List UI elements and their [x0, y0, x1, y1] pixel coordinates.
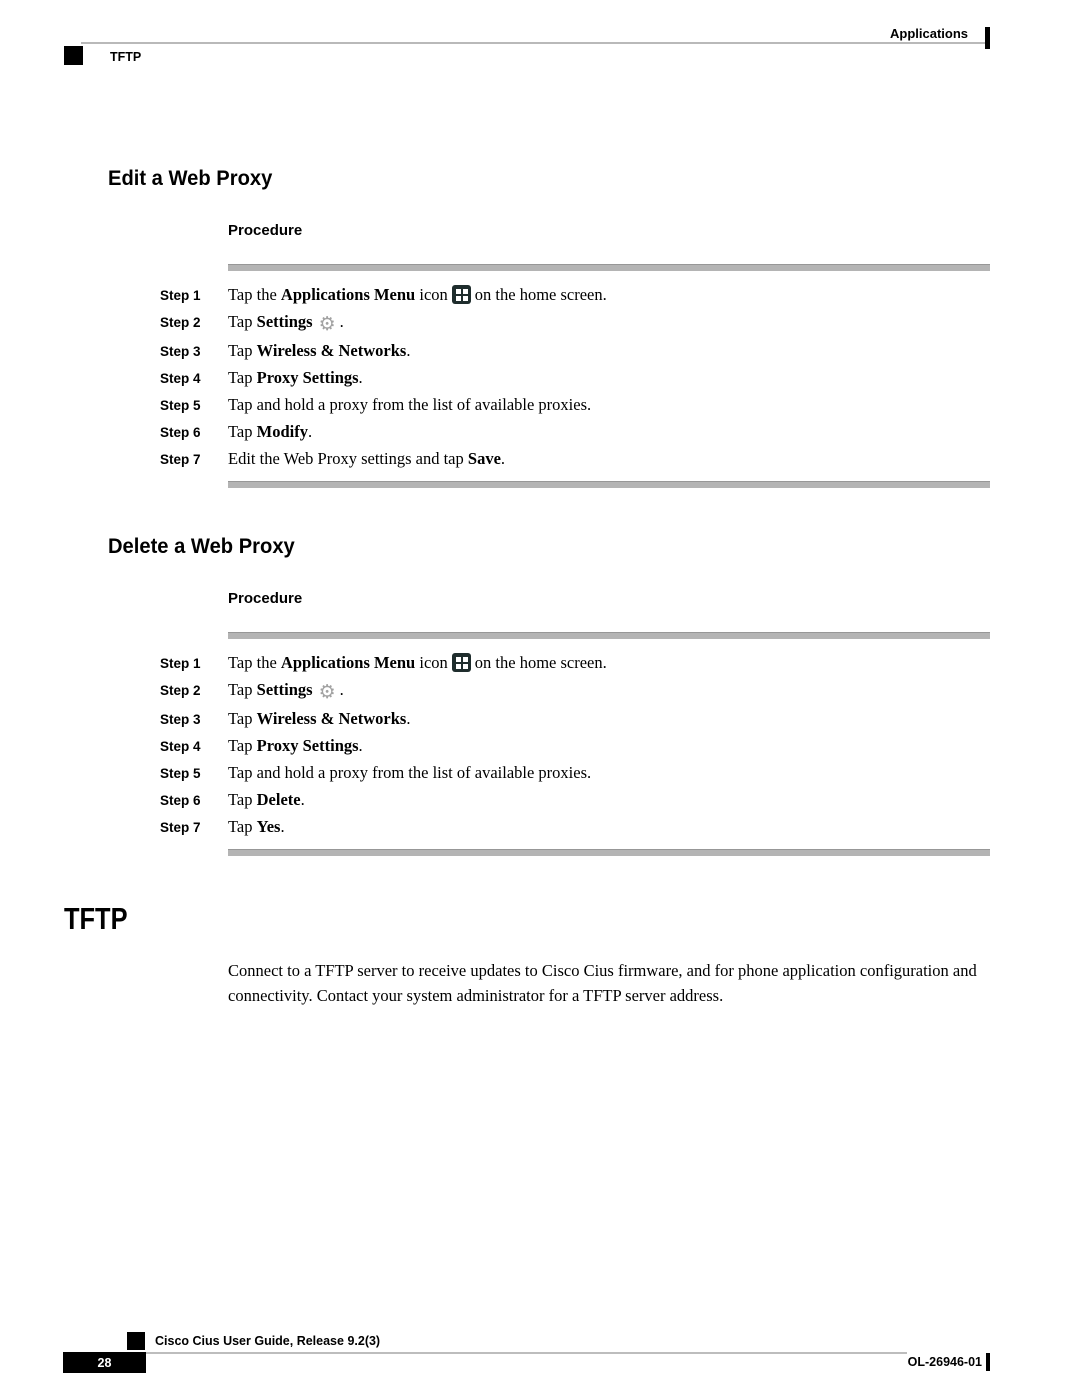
step-text: Tap Proxy Settings.: [228, 736, 363, 755]
step-label: Step 6: [160, 793, 201, 808]
step-text: Tap Wireless & Networks.: [228, 341, 411, 360]
step-row: [160, 341, 1080, 361]
section-edit-web-proxy: [0, 168, 1080, 488]
step-label: Step 1: [160, 656, 201, 671]
steps-list: [160, 653, 1080, 837]
procedure-label: Procedure: [228, 590, 303, 607]
step-label: Step 7: [160, 452, 201, 467]
procedure-bottom-rule: [228, 849, 990, 856]
step-row: [160, 653, 1080, 673]
footer-rule: [145, 1352, 907, 1354]
step-text: Tap Settings ⚙ .: [228, 312, 344, 335]
step-text: Tap the Applications Menu icon on the home screen.: [228, 285, 607, 304]
procedure-bottom-rule: [228, 481, 990, 488]
section-delete-web-proxy: [0, 536, 1080, 856]
step-text: Tap Settings ⚙ .: [228, 680, 344, 703]
procedure-top-rule: [228, 264, 990, 271]
header-vertical-bar: [985, 27, 990, 49]
step-text: Tap Proxy Settings.: [228, 368, 363, 387]
step-row: [160, 285, 1080, 305]
step-row: [160, 312, 1080, 334]
step-label: Step 4: [160, 739, 201, 754]
section-tftp: [0, 903, 1080, 1008]
step-label: Step 7: [160, 820, 201, 835]
step-row: [160, 449, 1080, 469]
step-row: [160, 790, 1080, 810]
step-row: [160, 709, 1080, 729]
step-label: Step 4: [160, 371, 201, 386]
step-row: [160, 736, 1080, 756]
footer-guide-title: Cisco Cius User Guide, Release 9.2(3): [155, 1334, 381, 1348]
step-text: Tap and hold a proxy from the list of available proxies.: [228, 395, 592, 414]
tftp-title: TFTP: [64, 901, 128, 936]
applications-menu-icon: [452, 285, 471, 304]
step-text: Tap Yes.: [228, 817, 285, 836]
step-text: Tap Modify.: [228, 422, 313, 441]
steps-list: [160, 285, 1080, 469]
chapter-marker-square: [64, 46, 83, 65]
step-row: [160, 680, 1080, 702]
header-chapter-label: TFTP: [110, 50, 142, 64]
page-number: 28: [97, 1355, 112, 1370]
procedure-label: Procedure: [228, 222, 303, 239]
step-label: Step 2: [160, 683, 201, 698]
section-title: Edit a Web Proxy: [108, 167, 273, 190]
header-rule: [81, 42, 988, 44]
settings-gear-icon: ⚙: [318, 681, 336, 703]
footer-marker-square: [127, 1332, 145, 1350]
footer-doc-id: OL-26946-01: [907, 1355, 982, 1369]
step-label: Step 5: [160, 398, 201, 413]
step-row: [160, 817, 1080, 837]
page-number-box: [63, 1352, 146, 1373]
step-text: Tap and hold a proxy from the list of available proxies.: [228, 763, 592, 782]
step-text: Tap Wireless & Networks.: [228, 709, 411, 728]
step-label: Step 5: [160, 766, 201, 781]
applications-menu-icon: [452, 653, 471, 672]
step-row: [160, 395, 1080, 415]
section-title: Delete a Web Proxy: [108, 535, 295, 558]
step-text: Tap the Applications Menu icon on the home screen.: [228, 653, 607, 672]
step-text: Edit the Web Proxy settings and tap Save.: [228, 449, 506, 468]
step-row: [160, 422, 1080, 442]
step-row: [160, 368, 1080, 388]
step-row: [160, 763, 1080, 783]
step-label: Step 6: [160, 425, 201, 440]
tftp-body-paragraph: Connect to a TFTP server to receive updates to Cisco Cius firmware, and for phone application configuration and connectivity. Contact your system administrator for a TFTP server address.: [228, 961, 977, 1005]
step-label: Step 3: [160, 344, 201, 359]
step-label: Step 2: [160, 315, 201, 330]
step-text: Tap Delete.: [228, 790, 305, 809]
footer-vertical-bar: [986, 1353, 990, 1371]
step-label: Step 3: [160, 712, 201, 727]
procedure-top-rule: [228, 632, 990, 639]
step-label: Step 1: [160, 288, 201, 303]
settings-gear-icon: ⚙: [318, 313, 336, 335]
header-section-label: Applications: [889, 26, 968, 41]
